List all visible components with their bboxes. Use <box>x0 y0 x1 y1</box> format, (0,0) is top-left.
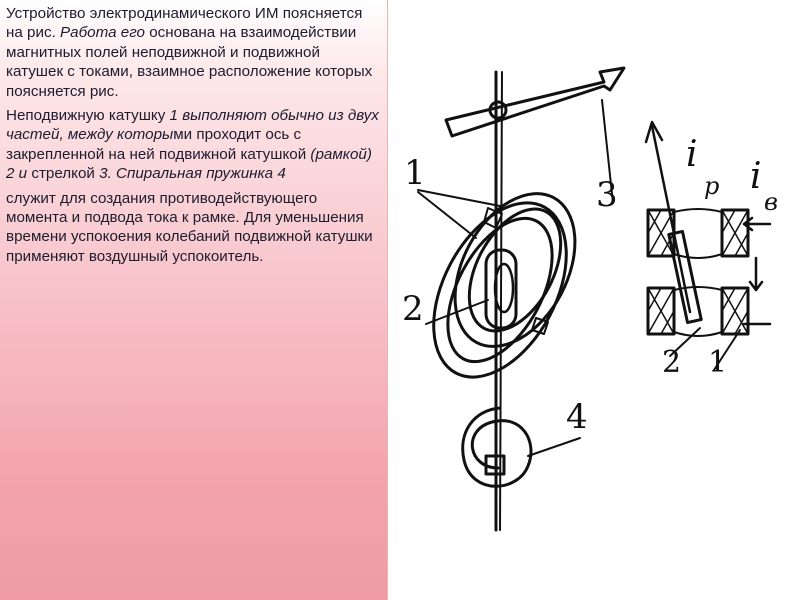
paragraph-3: служит для создания противодействующего момента и подвода тока к рамке. Для уменьшения времени успокоения колебаний подвижной катушки применяют воздушный успокоитель. <box>6 189 373 265</box>
label-2-left: 2 <box>402 289 424 329</box>
label-3: 3 <box>596 175 618 215</box>
p2-text-a: Неподвижную катушку <box>6 107 170 125</box>
text-panel <box>0 0 388 600</box>
moving-coil <box>484 208 548 334</box>
paragraph-2 <box>6 106 379 184</box>
label-iv-sub: в <box>764 188 778 216</box>
p2-text-e: стрелкой <box>27 165 100 183</box>
label-ip-sub: p <box>704 172 720 200</box>
device-figure <box>392 0 800 600</box>
p2-text-c: ми проходит ось с закрепленной на ней подвижной катушкой <box>6 126 311 163</box>
p1-text-b: Работа его <box>60 24 145 42</box>
label-ip: i <box>686 134 698 175</box>
fixed-coil <box>406 173 599 399</box>
label-2-right: 2 <box>662 345 682 380</box>
p2-text-d: (рамкой) 2 и <box>6 145 372 183</box>
p1-text-c: основана на взаимодействии магнитных полей неподвижной и подвижной катушек с токами, взаимное расположение которых поясняется рис. <box>6 24 373 100</box>
label-1-right: 1 <box>708 345 728 380</box>
electrodynamic-mechanism-drawing <box>392 0 800 600</box>
pointer-arrow <box>446 68 624 136</box>
label-iv: i <box>750 156 762 197</box>
label-4: 4 <box>566 397 588 437</box>
label-1-left: 1 <box>404 153 426 193</box>
p2-text-b: 1 выполняют обычно из двух частей, между которы <box>6 107 379 144</box>
p1-text-a: Устройство электродинамического ИМ поясняется на рис. <box>6 5 363 42</box>
paragraph-1 <box>6 4 379 101</box>
p2-text-f: 3. Спиральная пружинка 4 <box>99 165 286 183</box>
